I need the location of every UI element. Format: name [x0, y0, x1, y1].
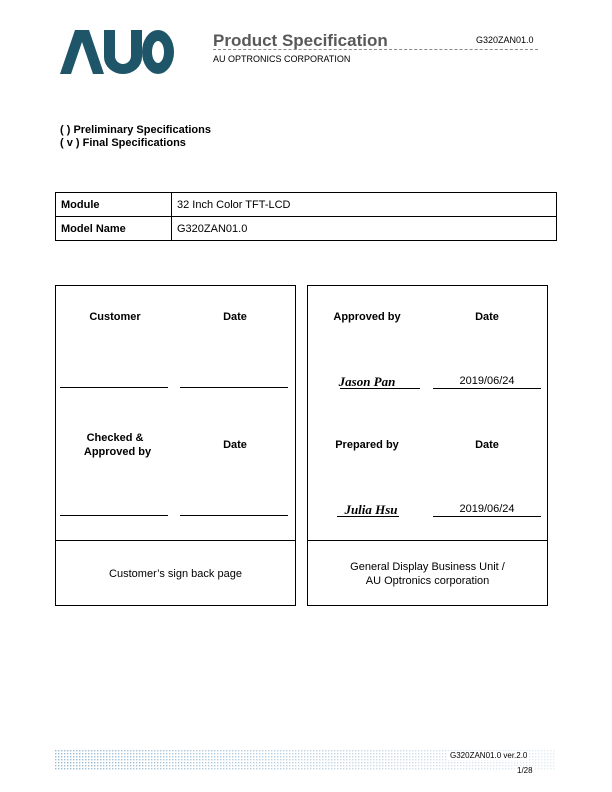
checked-date-line[interactable]	[180, 515, 288, 516]
approver-signature: Jason Pan	[338, 374, 396, 389]
customer-sign-box	[55, 285, 296, 541]
preliminary-spec-flag: ( ) Preliminary Specifications	[60, 124, 211, 136]
approver-signature-line	[340, 388, 420, 389]
approved-by-label: Approved by	[333, 311, 401, 323]
company-name: AU OPTRONICS CORPORATION	[213, 54, 351, 64]
prepared-date-line	[433, 516, 541, 517]
preparer-signature-line	[337, 516, 399, 517]
footer-version: G320ZAN01.0 ver.2.0	[450, 751, 528, 760]
customer-label: Customer	[89, 311, 141, 323]
model-name-value: G320ZAN01.0	[172, 217, 557, 241]
table-row	[56, 193, 557, 217]
prepared-date-label: Date	[475, 439, 499, 451]
page-title: Product Specification	[213, 31, 388, 50]
preparer-signature: Julia Hsu	[344, 502, 398, 517]
customer-date-line[interactable]	[180, 387, 288, 388]
customer-signature-line[interactable]	[60, 387, 168, 388]
approved-date-line	[433, 388, 541, 389]
prepared-date-value: 2019/06/24	[459, 503, 515, 515]
checked-date-label: Date	[223, 439, 247, 451]
business-unit-note-line1: General Display Business Unit /	[350, 561, 505, 573]
business-unit-note-line2: AU Optronics corporation	[365, 575, 490, 587]
approved-date-label: Date	[475, 311, 499, 323]
page-number: 1/28	[517, 766, 533, 775]
model-name-key: Model Name	[56, 217, 172, 241]
table-row	[56, 217, 557, 241]
doc-code: G320ZAN01.0	[476, 35, 534, 45]
final-spec-flag: ( v ) Final Specifications	[60, 137, 186, 149]
checked-label-line1: Checked &	[86, 432, 144, 444]
prepared-by-label: Prepared by	[335, 439, 399, 451]
customer-date-label: Date	[223, 311, 247, 323]
auo-logo	[60, 30, 174, 74]
customer-sign-back-note: Customer’s sign back page	[109, 568, 242, 580]
approved-date-value: 2019/06/24	[459, 375, 515, 387]
checked-signature-line[interactable]	[60, 515, 168, 516]
module-table	[55, 192, 557, 241]
module-key: Module	[56, 193, 172, 217]
module-value: 32 Inch Color TFT-LCD	[172, 193, 557, 217]
header-divider	[213, 49, 538, 50]
checked-label-line2: Approved by	[83, 446, 152, 458]
